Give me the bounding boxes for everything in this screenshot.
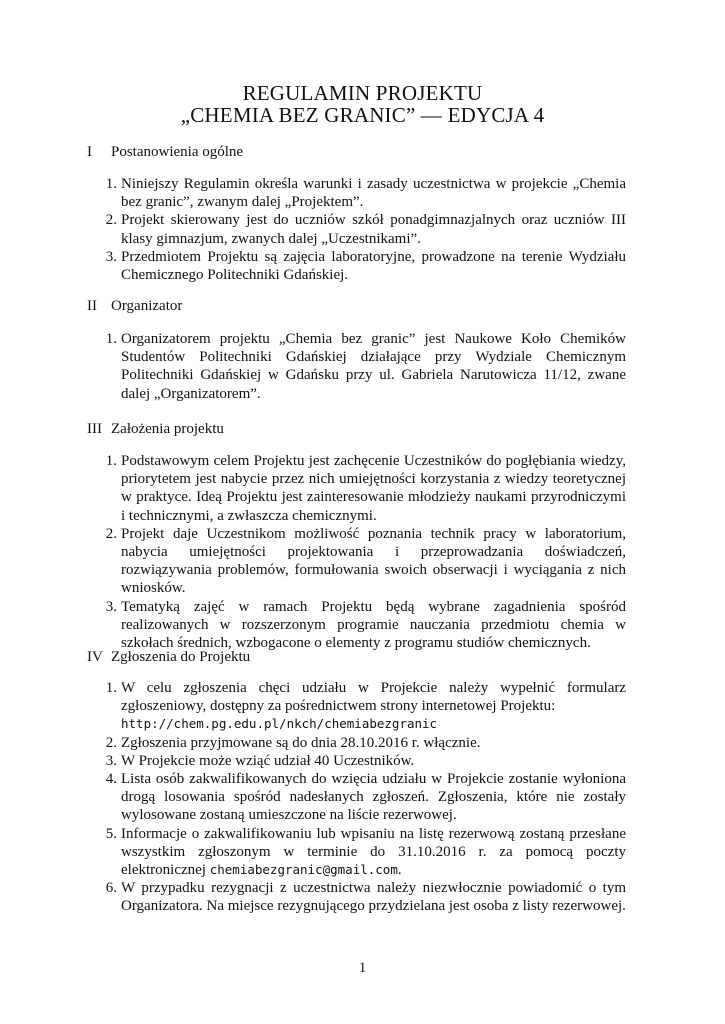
list-item [105, 525, 626, 598]
item-text: Zgłoszenia przyjmowane są do dnia 28.10.2016 r. włącznie. [121, 734, 481, 751]
section-number: IV [87, 649, 103, 665]
item-number: 6. [105, 880, 117, 897]
list-item [105, 879, 626, 915]
title-line-1: REGULAMIN PROJEKTU [242, 81, 483, 105]
item-text-end: . [397, 862, 402, 879]
list-item [105, 679, 626, 734]
item-text: Organizatorem projektu „Chemia bez granic” jest Naukowe Koło Chemików Studentów Politechniki Gdańskiej działające przy Wydziale Chemicznym Politechniki Gdańskiej w Gdańsku przy ul. Gabriela Narutowicza 11/12, zwane dalej „Organizatorem”. [121, 331, 626, 402]
item-number: 2. [105, 525, 117, 542]
item-number: 2. [105, 212, 117, 229]
item-number: 1. [105, 176, 117, 192]
list-item [105, 598, 626, 653]
contact-email-link[interactable]: chemiabezgranic@gmail.com [209, 862, 398, 878]
item-text: Lista osób zakwalifikowanych do wzięcia udziału w Projekcie zostanie wyłoniona drogą losowania spośród nadesłanych zgłoszeń. Zgłoszenia, które nie zostały wylosowane zostaną umieszczone na liście rezerwowej. [121, 771, 626, 824]
list-item [105, 734, 626, 752]
project-url-link[interactable]: http://chem.pg.edu.pl/nkch/chemiabezgranic [121, 716, 438, 732]
section-heading-I [87, 143, 243, 161]
section-title: Zgłoszenia do Projektu [111, 649, 251, 665]
section-IV-list [105, 679, 626, 916]
section-number: III [87, 421, 102, 437]
section-number: I [87, 144, 92, 160]
item-number: 5. [105, 825, 117, 842]
item-number: 3. [105, 598, 117, 615]
item-number: 1. [105, 453, 117, 469]
item-text: W przypadku rezygnacji z uczestnictwa należy niezwłocznie powiadomić o tym Organizatora. Na miejsce rezygnującego przydzielana jest osoba z listy rezerwowej. [121, 880, 626, 915]
list-item [105, 175, 626, 211]
list-item [105, 825, 626, 880]
list-item [105, 330, 626, 403]
section-III-list [105, 452, 626, 652]
section-title: Organizator [111, 298, 183, 314]
title-line-2: „CHEMIA BEZ GRANIC” — EDYCJA 4 [180, 103, 545, 127]
list-item [105, 452, 626, 525]
list-item [105, 248, 626, 284]
item-text: Projekt daje Uczestnikom możliwość poznania technik pracy w laboratorium, nabycia umiejętności projektowania i przeprowadzania doświadczeń, rozwiązywania problemów, formułowania swoich obserwacji i wyciągania z nich wniosków. [121, 525, 626, 597]
item-number: 1. [105, 680, 117, 696]
section-number: II [87, 298, 97, 314]
item-text: Projekt skierowany jest do uczniów szkół ponadgimnazjalnych oraz uczniów III klasy gimnazjum, zwanych dalej „Uczestnikami”. [121, 212, 626, 247]
item-text: Podstawowym celem Projektu jest zachęcenie Uczestników do pogłębiania wiedzy, priorytetem jest nabycie przez nich umiejętności korzystania z wiedzy teoretycznej w praktyce. Ideą Projektu jest zainteresowanie młodzieży naukami przyrodniczymi i technicznymi, a zwłaszcza chemicznymi. [121, 453, 626, 524]
item-text: Niniejszy Regulamin określa warunki i zasady uczestnictwa w projekcie „Chemia bez granic”, zwanym dalej „Projektem”. [121, 176, 626, 211]
item-text: Informacje o zakwalifikowaniu lub wpisaniu na listę rezerwową zostaną przesłane wszystkim zgłoszonym w terminie do 31.10.2016 r. za pomocą poczty elektronicznej [121, 825, 626, 879]
list-item [105, 752, 626, 770]
item-number: 4. [105, 771, 117, 788]
item-number: 3. [105, 248, 117, 265]
section-title: Założenia projektu [111, 421, 224, 437]
item-text: Tematyką zajęć w ramach Projektu będą wybrane zagadnienia spośród realizowanych w rozszerzonym programie nauczania przedmiotu chemia w szkołach średnich, wzbogacone o elementy z programu studiów chemicznych. [121, 598, 626, 652]
document-title [0, 82, 725, 126]
item-text: W celu zgłoszenia chęci udziału w Projekcie należy wypełnić formularz zgłoszeniowy, dostępny za pośrednictwem strony internetowej Projektu: [121, 680, 626, 715]
list-item [105, 211, 626, 247]
item-number: 2. [105, 734, 117, 751]
section-I-list [105, 175, 626, 284]
page-number: 1 [358, 960, 367, 976]
section-II-list [105, 330, 626, 403]
section-heading-IV [87, 648, 250, 666]
item-number: 1. [105, 331, 117, 347]
item-number: 3. [105, 752, 117, 769]
item-text: Przedmiotem Projektu są zajęcia laboratoryjne, prowadzone na terenie Wydziału Chemicznego Politechniki Gdańskiej. [121, 248, 626, 284]
section-heading-II [87, 297, 182, 315]
section-heading-III [87, 420, 224, 438]
item-text: W Projekcie może wziąć udział 40 Uczestników. [121, 752, 415, 769]
list-item [105, 770, 626, 825]
section-title: Postanowienia ogólne [111, 144, 244, 160]
